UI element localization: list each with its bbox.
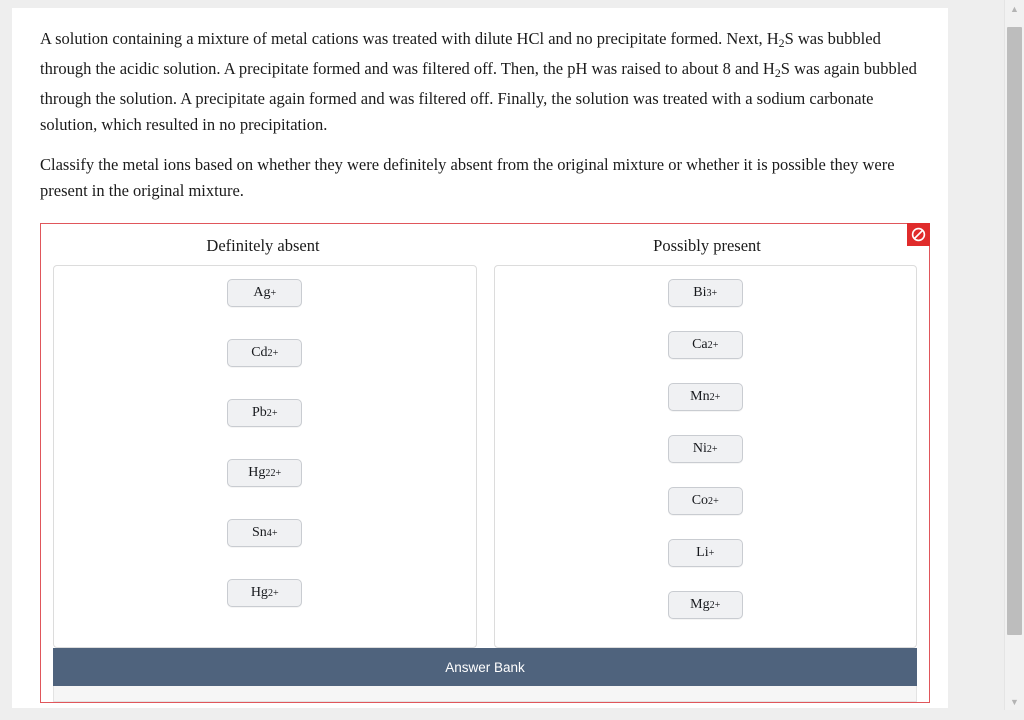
- ion-charge: 2+: [267, 347, 279, 359]
- ion-charge: +: [708, 547, 715, 559]
- answer-bank: [53, 648, 917, 702]
- ion-symbol: Bi: [693, 285, 707, 300]
- ion-tile[interactable]: [668, 487, 743, 515]
- scrollbar-thumb[interactable]: [1007, 27, 1022, 635]
- ion-charge: 4+: [266, 527, 278, 539]
- ion-tile[interactable]: [668, 383, 743, 411]
- drop-zones: [53, 265, 917, 648]
- ion-symbol: Hg: [250, 585, 268, 600]
- ion-charge: 3+: [706, 287, 718, 299]
- ion-symbol: Sn: [251, 525, 267, 540]
- drop-zone-definitely-absent[interactable]: [53, 265, 477, 648]
- scroll-up-arrow-icon[interactable]: ▲: [1005, 0, 1024, 17]
- column-headers: [41, 236, 929, 256]
- ion-tile[interactable]: [227, 339, 302, 367]
- ion-tile[interactable]: [668, 539, 743, 567]
- content-card: [12, 8, 948, 708]
- ion-charge: 2+: [706, 443, 718, 455]
- ion-tile[interactable]: [668, 591, 743, 619]
- ion-charge: 2+: [709, 599, 721, 611]
- ion-subscript: 2: [265, 467, 271, 479]
- ion-symbol: Ag: [253, 285, 271, 300]
- ion-symbol: Ca: [692, 337, 708, 352]
- classification-activity-panel: [40, 223, 930, 703]
- ion-tile[interactable]: [227, 579, 302, 607]
- scroll-down-arrow-icon[interactable]: ▼: [1005, 693, 1024, 710]
- ion-symbol: Mn: [690, 389, 710, 404]
- ion-tile[interactable]: [227, 279, 302, 307]
- ion-symbol: Ni: [692, 441, 707, 456]
- column-header-definitely-absent: Definitely absent: [206, 236, 320, 255]
- question-paragraph-1: A solution containing a mixture of metal cations was treated with dilute HCl and no precipitate formed. Next, $H_2S$ was bubbled through the acidic solution. A precipitate formed and was filtered off. Then, the pH was raised to about 8 and $H_2S$ was again bubbled through the solution. A precipitate again formed and was filtered off. Finally, the solution was treated with a sodium carbonate solution, which resulted in no precipitation.: [40, 29, 917, 134]
- ion-tile[interactable]: [668, 331, 743, 359]
- drop-zone-possibly-present[interactable]: [494, 265, 918, 648]
- question-paragraph-2: Classify the metal ions based on whether they were definitely absent from the original mixture or whether it is possible they were present in the original mixture.: [40, 154, 895, 200]
- ion-charge: 2+: [707, 339, 719, 351]
- ion-charge: 2+: [270, 467, 282, 479]
- answer-bank-title: Answer Bank: [53, 648, 917, 686]
- answer-bank-body[interactable]: [53, 686, 917, 702]
- ion-symbol: Co: [691, 493, 709, 508]
- ion-symbol: Cd: [251, 345, 268, 360]
- ion-symbol: Mg: [690, 597, 710, 612]
- ion-tile[interactable]: [227, 519, 302, 547]
- column-header-possibly-present: Possibly present: [653, 236, 761, 255]
- ion-charge: 2+: [266, 407, 278, 419]
- ion-tile[interactable]: [227, 399, 302, 427]
- vertical-scrollbar[interactable]: [1004, 0, 1024, 710]
- ion-tile[interactable]: [227, 459, 302, 487]
- ion-charge: +: [270, 287, 277, 299]
- ion-tile[interactable]: [668, 279, 743, 307]
- ion-charge: 2+: [267, 587, 279, 599]
- question-prose: [40, 26, 930, 218]
- ion-tile[interactable]: [668, 435, 743, 463]
- ion-symbol: Pb: [251, 405, 267, 420]
- ion-symbol: Hg: [248, 465, 266, 480]
- ion-charge: 2+: [709, 391, 721, 403]
- ion-symbol: Li: [696, 545, 709, 560]
- ion-charge: 2+: [708, 495, 719, 507]
